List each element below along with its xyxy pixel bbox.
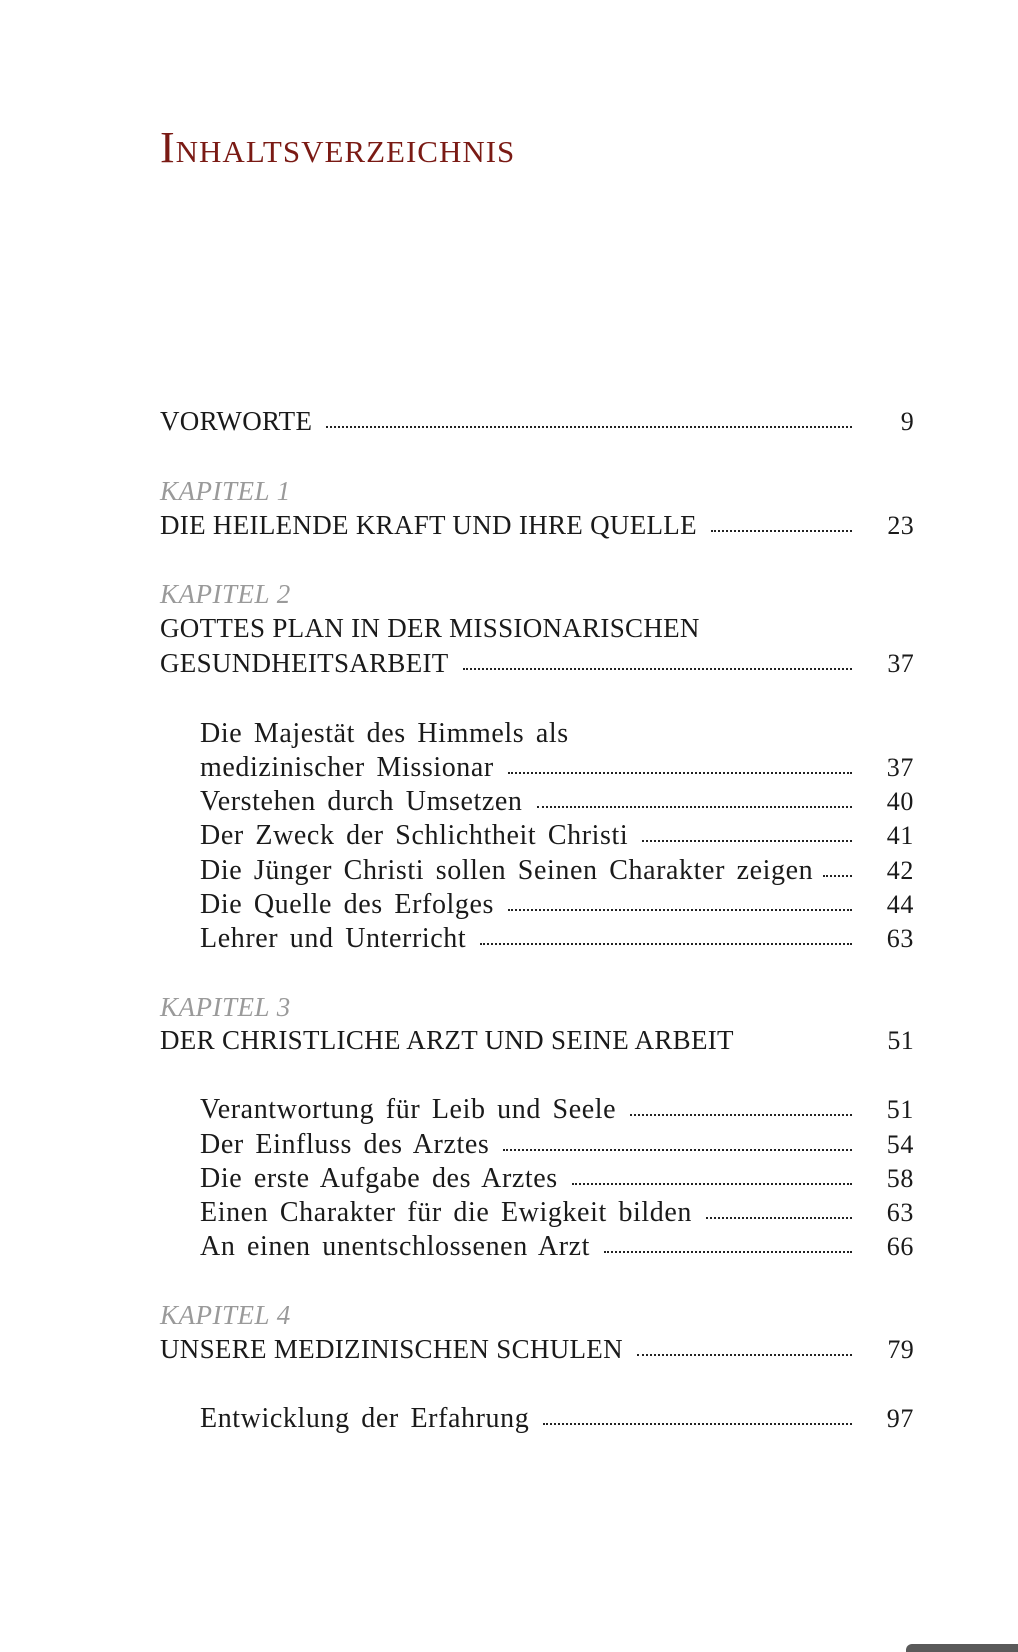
toc-section-label: Die Quelle des Erfolges: [200, 889, 495, 920]
dot-leader: [463, 668, 852, 670]
toc-entry-chapter[interactable]: [160, 510, 914, 541]
toc-entry-label: GESUNDHEITSARBEIT: [160, 648, 449, 678]
toc-entry-chapter[interactable]: [160, 648, 914, 679]
toc-section-label: Verantwortung für Leib und Seele: [200, 1094, 617, 1125]
toc-entry-section[interactable]: [200, 1129, 914, 1161]
dot-leader: [630, 1114, 852, 1116]
toc-section-label: Einen Charakter für die Ewigkeit bilden: [200, 1197, 693, 1228]
dot-leader: [480, 943, 852, 945]
dot-leader: [537, 806, 852, 808]
toc-entry-section[interactable]: [200, 1231, 914, 1263]
dot-leader: [823, 875, 852, 877]
toc-page-number: 54: [886, 1130, 914, 1159]
dot-leader: [543, 1423, 852, 1425]
dot-leader: [572, 1183, 852, 1185]
page-title: Inhaltsverzeichnis: [160, 123, 516, 172]
toc-section-label: An einen unentschlossenen Arzt: [200, 1231, 591, 1262]
toc-section-label: Der Zweck der Schlichtheit Christi: [200, 820, 629, 851]
toc-page-number: 37: [886, 753, 914, 782]
toc-page-number: 97: [886, 1404, 914, 1433]
toc-section-label: Lehrer und Unterricht: [200, 923, 467, 954]
toc-entry-section[interactable]: [200, 923, 914, 955]
chapter-label: KAPITEL 2: [160, 579, 291, 609]
toc-entry-preface[interactable]: [160, 406, 914, 437]
toc-page-number: 58: [886, 1164, 914, 1193]
toc-page-number: 66: [886, 1232, 914, 1261]
toc-page-number: 79: [887, 1335, 914, 1364]
toc-entry-section[interactable]: [200, 1094, 914, 1126]
toc-page-number: 51: [887, 1026, 914, 1055]
toc-page-number: 63: [886, 924, 914, 953]
toc-entry-section[interactable]: [200, 889, 914, 921]
toc-section-label: Die Jünger Christi sollen Seinen Charakter zeigen: [200, 855, 814, 886]
toc-section-label: medizinischer Missionar: [200, 752, 494, 783]
toc-entry-label: GOTTES PLAN IN DER MISSIONARISCHEN: [160, 613, 700, 643]
dot-leader: [508, 909, 852, 911]
toc-entry-chapter[interactable]: [160, 1334, 914, 1365]
toc-entry-section[interactable]: [200, 1197, 914, 1229]
toc-entry-section[interactable]: [200, 855, 914, 887]
toc-entry-section[interactable]: [200, 786, 914, 818]
toc-section-label: Die Majestät des Himmels als: [200, 718, 569, 749]
toc-section-label: Entwicklung der Erfahrung: [200, 1403, 530, 1434]
dot-leader: [642, 840, 852, 842]
toc-section-label: Verstehen durch Umsetzen: [200, 786, 523, 817]
toc-entry-chapter[interactable]: [160, 1025, 914, 1056]
toc-page-number: 41: [886, 821, 914, 850]
toc-page-number: 51: [886, 1095, 914, 1124]
toc-entry-label: DER CHRISTLICHE ARZT UND SEINE ARBEIT: [160, 1025, 734, 1055]
toc-page-number: 37: [887, 649, 914, 678]
toc-section-label: Der Einfluss des Arztes: [200, 1129, 490, 1160]
toc-entry-section[interactable]: [200, 752, 914, 784]
dot-leader: [503, 1149, 852, 1151]
toc-page-number: 9: [900, 407, 914, 436]
toc-entry-section[interactable]: [200, 1163, 914, 1195]
dot-leader: [604, 1251, 852, 1253]
toc-entry-label: UNSERE MEDIZINISCHEN SCHULEN: [160, 1334, 623, 1364]
toc-page-number: 40: [886, 787, 914, 816]
toc-entry-label: VORWORTE: [160, 406, 313, 436]
toc-entry-label: DIE HEILENDE KRAFT UND IHRE QUELLE: [160, 510, 697, 540]
toc-page-number: 63: [886, 1198, 914, 1227]
chapter-label: KAPITEL 3: [160, 992, 291, 1022]
toc-entry-section[interactable]: [200, 820, 914, 852]
chapter-label: KAPITEL 1: [160, 476, 291, 506]
dot-leader: [326, 426, 852, 428]
dot-leader: [706, 1217, 852, 1219]
dot-leader: [711, 530, 852, 532]
toc-entry-section[interactable]: [200, 1403, 914, 1435]
scroll-handle[interactable]: [906, 1644, 1018, 1652]
toc-page-number: 44: [886, 890, 914, 919]
dot-leader: [637, 1354, 852, 1356]
dot-leader: [508, 772, 852, 774]
toc-page-number: 23: [887, 511, 914, 540]
chapter-label: KAPITEL 4: [160, 1300, 291, 1330]
toc-page-number: 42: [886, 856, 914, 885]
toc-section-label: Die erste Aufgabe des Arztes: [200, 1163, 558, 1194]
